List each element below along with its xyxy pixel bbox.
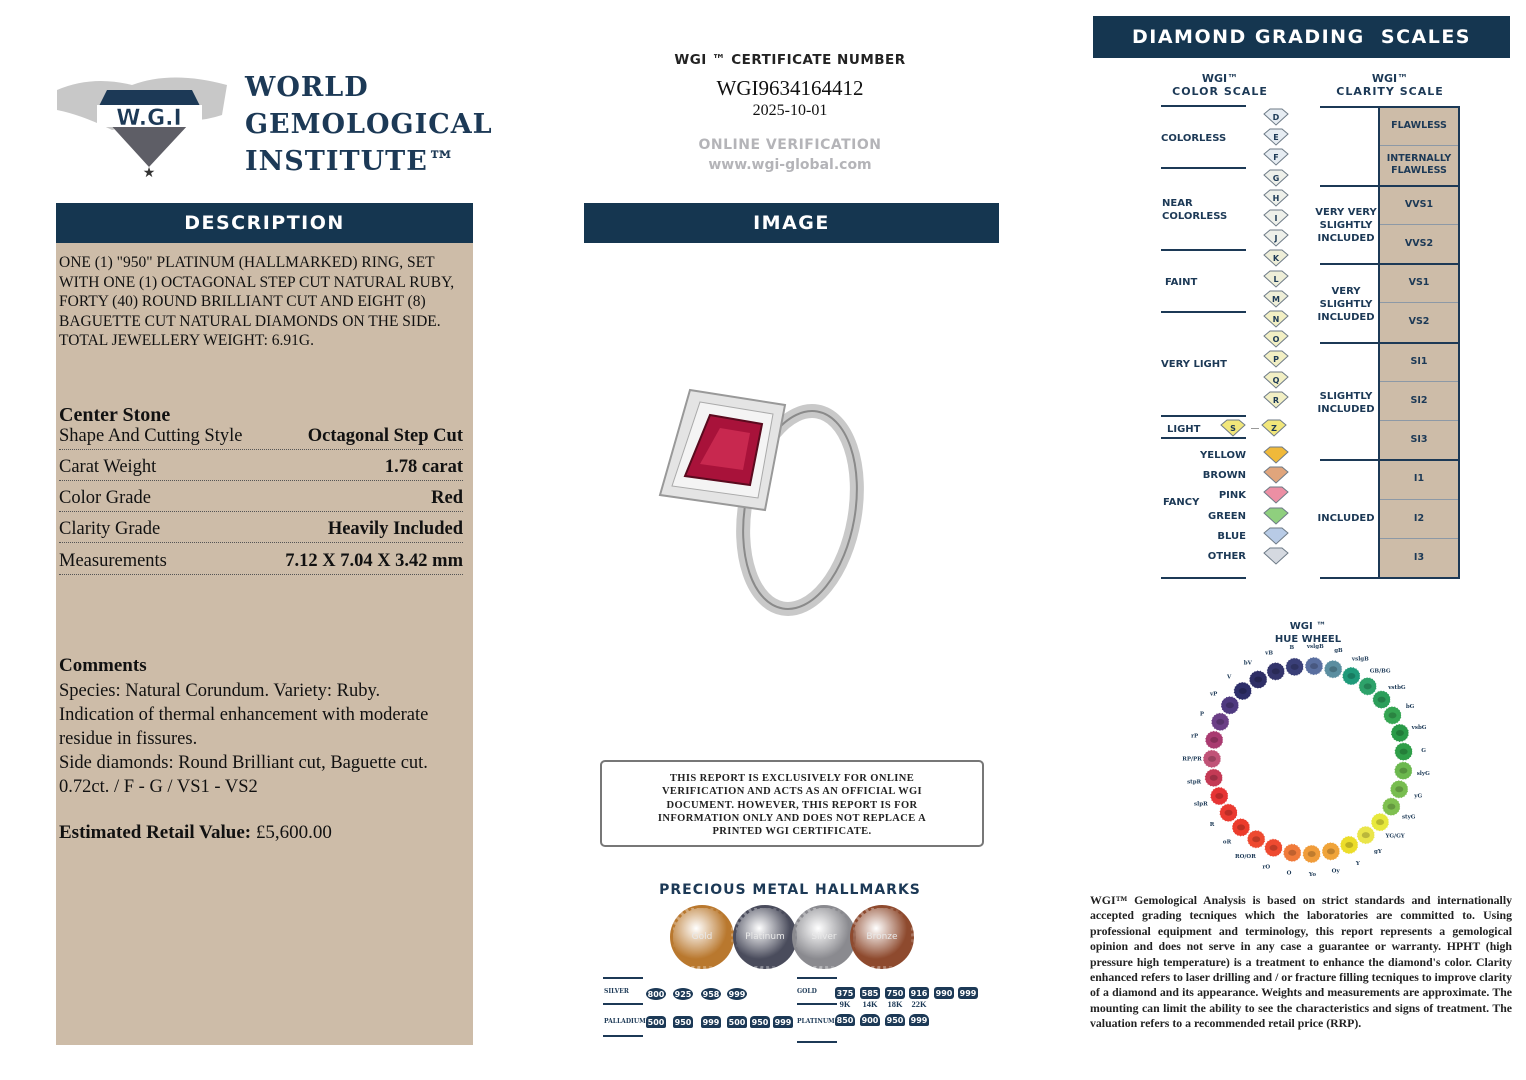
hue-swatch bbox=[1234, 682, 1252, 700]
hue-wheel bbox=[1150, 640, 1450, 880]
hallmark-divider bbox=[797, 1041, 837, 1043]
clarity-grade-cell bbox=[1379, 460, 1459, 499]
diamond-grade-icon bbox=[1262, 189, 1290, 207]
clarity-grade-label: FLAWLESS bbox=[1391, 120, 1447, 132]
clarity-grade-cell bbox=[1379, 107, 1459, 146]
fancy-color-label: OTHER bbox=[1207, 551, 1246, 562]
hue-label: gY bbox=[1373, 849, 1382, 856]
clarity-scale-title bbox=[1320, 72, 1460, 98]
comments-title: Comments bbox=[59, 655, 147, 676]
clarity-group-divider bbox=[1320, 185, 1460, 187]
property-label: Shape And Cutting Style bbox=[59, 426, 243, 446]
hue-swatch bbox=[1384, 706, 1402, 724]
hue-swatch bbox=[1359, 677, 1377, 695]
diamond-grade-icon bbox=[1262, 507, 1290, 525]
silver-hallmark: 800 bbox=[647, 989, 665, 999]
clarity-group-label: VERY VERY SLIGHTLY INCLUDED bbox=[1315, 207, 1377, 244]
platinum-hallmark: 900 bbox=[861, 1015, 879, 1025]
property-value: 1.78 carat bbox=[384, 457, 463, 477]
property-label: Color Grade bbox=[59, 488, 151, 508]
fancy-color-label: BROWN bbox=[1202, 470, 1246, 481]
color-group-label: FANCY bbox=[1163, 497, 1200, 508]
diamond-grade-icon bbox=[1262, 270, 1290, 288]
comment-line: Indication of thermal enhancement with moderate residue in fissures. bbox=[59, 705, 429, 749]
fancy-color-label: BLUE bbox=[1217, 531, 1246, 542]
palladium-hallmark: 999 bbox=[774, 1017, 792, 1027]
hue-swatch bbox=[1394, 762, 1412, 780]
gold-karat-label: 14K bbox=[862, 999, 878, 1009]
grade-letter: F bbox=[1273, 153, 1279, 163]
grade-letter: N bbox=[1272, 315, 1280, 324]
property-label: Clarity Grade bbox=[59, 519, 161, 539]
hue-label: Yo bbox=[1308, 871, 1317, 878]
silver-hallmark: 925 bbox=[674, 989, 692, 999]
hue-label: G bbox=[1421, 747, 1426, 754]
grade-letter: Q bbox=[1272, 375, 1280, 385]
diamond-grade-icon bbox=[1262, 148, 1290, 166]
hue-swatch bbox=[1221, 696, 1239, 714]
grade-letter: P bbox=[1273, 355, 1279, 365]
hue-wheel-title-line1: WGI ™ bbox=[1289, 621, 1327, 632]
center-stone-title: Center Stone bbox=[59, 404, 171, 426]
property-label: Carat Weight bbox=[59, 457, 157, 477]
gold-hallmark: 916 bbox=[910, 988, 928, 998]
gold-label: GOLD bbox=[797, 988, 817, 995]
clarity-group-label: SLIGHTLY INCLUDED bbox=[1317, 391, 1375, 415]
color-group-divider bbox=[1161, 415, 1246, 417]
diamond-grade-icon bbox=[1262, 310, 1290, 328]
hue-label: B bbox=[1289, 645, 1295, 652]
hue-swatch bbox=[1357, 826, 1375, 844]
clarity-grade-cell bbox=[1379, 186, 1459, 225]
hue-label: vsbG bbox=[1411, 725, 1427, 732]
seal-label: Gold bbox=[691, 932, 713, 942]
palladium-hallmark: 950 bbox=[674, 1017, 692, 1027]
hue-swatch bbox=[1342, 667, 1360, 685]
hue-swatch bbox=[1324, 660, 1342, 678]
palladium-hallmark: 950 bbox=[751, 1017, 769, 1027]
hallmark-divider bbox=[603, 1035, 643, 1037]
color-group-divider bbox=[1161, 577, 1246, 579]
clarity-grade-label: SI3 bbox=[1410, 434, 1428, 446]
clarity-grade-label: INTERNALLY FLAWLESS bbox=[1386, 153, 1452, 177]
diamond-grade-icon bbox=[1262, 547, 1290, 565]
diamond-grade-icon bbox=[1262, 446, 1290, 464]
hue-swatch bbox=[1232, 818, 1250, 836]
hallmark-divider bbox=[603, 977, 643, 979]
clarity-grade-label: I3 bbox=[1413, 551, 1425, 563]
description-panel bbox=[56, 243, 473, 1045]
gold-karat-label: 18K bbox=[887, 999, 903, 1009]
metal-seal-gold bbox=[670, 905, 734, 969]
hue-label: R bbox=[1209, 821, 1215, 828]
clarity-grade-label: VS1 bbox=[1408, 277, 1430, 289]
hue-label: YG/GY bbox=[1385, 833, 1405, 840]
grade-letter: Z bbox=[1271, 424, 1277, 433]
clarity-scale-title-line2: CLARITY SCALE bbox=[1336, 85, 1444, 98]
comment-line: Species: Natural Corundum. Variety: Ruby. bbox=[59, 681, 381, 701]
color-group-divider bbox=[1161, 167, 1246, 169]
description-header: DESCRIPTION bbox=[56, 203, 473, 243]
color-group-divider bbox=[1161, 249, 1246, 251]
palladium-hallmark: 999 bbox=[702, 1017, 720, 1027]
hue-swatch bbox=[1303, 845, 1321, 863]
wgi-logo bbox=[52, 55, 237, 183]
platinum-hallmark: 999 bbox=[910, 1015, 928, 1025]
retail-label: Estimated Retail Value: bbox=[59, 822, 252, 843]
color-scale-title bbox=[1160, 72, 1280, 98]
color-group-label: COLORLESS bbox=[1161, 133, 1227, 144]
clarity-grade-label: VVS2 bbox=[1404, 237, 1434, 249]
grading-scales-header: DIAMOND GRADING SCALES bbox=[1093, 16, 1510, 58]
hue-swatch bbox=[1305, 657, 1323, 675]
silver-label: SILVER bbox=[604, 988, 629, 995]
hue-label: P bbox=[1199, 711, 1205, 718]
hue-label: vP bbox=[1209, 691, 1218, 698]
clarity-group-divider bbox=[1320, 106, 1460, 108]
fancy-color-label: YELLOW bbox=[1200, 450, 1246, 461]
grade-letter: M bbox=[1272, 294, 1280, 304]
color-group-label: VERY LIGHT bbox=[1161, 359, 1227, 370]
grade-letter: G bbox=[1272, 173, 1280, 183]
clarity-grade-cell bbox=[1379, 382, 1459, 421]
hue-label: O bbox=[1286, 870, 1292, 877]
hue-swatch bbox=[1205, 731, 1223, 749]
svg-text:★: ★ bbox=[142, 166, 156, 181]
palladium-label: PALLADIUM bbox=[604, 1018, 646, 1025]
clarity-grade-label: VS2 bbox=[1408, 316, 1430, 328]
diamond-grade-icon bbox=[1262, 371, 1290, 389]
hue-label: GB/BG bbox=[1369, 668, 1391, 675]
image-header: IMAGE bbox=[584, 203, 999, 243]
retail-value bbox=[59, 822, 332, 844]
hue-swatch bbox=[1395, 743, 1413, 761]
property-value: Red bbox=[431, 488, 463, 508]
seal-label: Platinum bbox=[745, 932, 785, 942]
clarity-scale-title-line1: WGI™ bbox=[1371, 72, 1409, 85]
clarity-grade-label: VVS1 bbox=[1404, 198, 1434, 210]
diamond-grade-icon bbox=[1262, 108, 1290, 126]
grade-letter: H bbox=[1272, 193, 1280, 203]
clarity-group-label: INCLUDED bbox=[1317, 513, 1375, 524]
stone-property-row bbox=[59, 551, 463, 575]
gold-hallmark: 585 bbox=[861, 988, 879, 998]
metal-seal-platinum bbox=[733, 905, 797, 969]
diamond-grade-icon bbox=[1262, 330, 1290, 348]
clarity-grade-cell bbox=[1379, 500, 1459, 539]
color-group-label: FAINT bbox=[1165, 277, 1198, 288]
retail-amount: £5,600.00 bbox=[255, 822, 332, 843]
diamond-grade-icon bbox=[1262, 486, 1290, 504]
color-group-label: LIGHT bbox=[1167, 424, 1201, 435]
hue-label: stpR bbox=[1187, 779, 1202, 786]
footer-disclaimer: WGI™ Gemological Analysis is based on strict standards and internationally accepted grading tecniques which the laboratories are committed to. Using professional equipment and terminology, this report represents a gemological opinion and does not serve in any case a guarantee or warranty. HPHT (high pressure high temperature) is a treatment to enhance the diamond's color. Clarity enhanced refers to laser drilling and / or fracture filling tecniques to improve clarity of a diamond and its appearance. Weights and measurements are approximate. The mounting can limit the ability to see the characteristics and signs of treatment. The valuation refers to a recommended retail price (RRP). bbox=[1090, 893, 1512, 1031]
logo-line-3: INSTITUTE™ bbox=[245, 146, 456, 177]
stone-property-row bbox=[59, 519, 463, 543]
clarity-grade-cell bbox=[1379, 421, 1459, 460]
hue-wheel-title-line2: HUE WHEEL bbox=[1274, 634, 1342, 645]
silver-hallmark: 958 bbox=[702, 989, 720, 999]
hue-label: Oy bbox=[1331, 868, 1340, 875]
grade-letter: I bbox=[1274, 214, 1278, 223]
hue-label: oR bbox=[1222, 839, 1232, 846]
seal-label: Bronze bbox=[866, 932, 898, 942]
hue-swatch bbox=[1247, 830, 1265, 848]
property-value: Heavily Included bbox=[327, 519, 463, 539]
hue-label: slyG bbox=[1416, 770, 1430, 777]
grade-letter: L bbox=[1273, 274, 1279, 284]
fancy-color-label: PINK bbox=[1218, 490, 1246, 501]
hue-label: rP bbox=[1191, 733, 1199, 740]
hue-swatch bbox=[1220, 804, 1238, 822]
clarity-group-divider bbox=[1320, 263, 1460, 265]
gold-hallmark: 990 bbox=[935, 988, 953, 998]
hue-swatch bbox=[1265, 839, 1283, 857]
online-verification-label: ONLINE VERIFICATION bbox=[698, 137, 882, 153]
svg-text:W.G.I: W.G.I bbox=[116, 106, 182, 131]
hue-swatch bbox=[1391, 724, 1409, 742]
certificate-date: 2025-10-01 bbox=[752, 102, 828, 119]
stone-property-row bbox=[59, 488, 463, 512]
diamond-grade-icon bbox=[1219, 419, 1247, 437]
hue-swatch bbox=[1267, 662, 1285, 680]
hue-swatch bbox=[1390, 780, 1408, 798]
hue-swatch bbox=[1286, 658, 1304, 676]
ruby-ring-image bbox=[650, 380, 870, 620]
grade-letter: J bbox=[1274, 234, 1278, 244]
hue-swatch bbox=[1340, 836, 1358, 854]
hue-label: vB bbox=[1265, 650, 1273, 657]
grade-letter: S bbox=[1230, 424, 1236, 433]
gold-hallmark: 750 bbox=[886, 988, 904, 998]
hue-label: Y bbox=[1355, 860, 1360, 867]
platinum-hallmark: 850 bbox=[836, 1015, 854, 1025]
color-group-label: NEAR COLORLESS bbox=[1162, 198, 1228, 222]
hue-label: vstbG bbox=[1388, 684, 1406, 691]
clarity-grade-label: I2 bbox=[1413, 512, 1425, 524]
metal-seal-bronze bbox=[850, 905, 914, 969]
hue-label: vslgB bbox=[1306, 644, 1324, 651]
property-value: Octagonal Step Cut bbox=[307, 426, 463, 446]
diamond-grade-icon bbox=[1262, 466, 1290, 484]
silver-hallmark: 999 bbox=[728, 989, 746, 999]
hallmarks-title: PRECIOUS METAL HALLMARKS bbox=[659, 882, 921, 898]
hallmark-divider bbox=[603, 1003, 643, 1005]
diamond-grade-icon bbox=[1262, 527, 1290, 545]
clarity-grade-cell bbox=[1379, 343, 1459, 382]
clarity-group-divider bbox=[1320, 342, 1460, 344]
logo-line-1: WORLD bbox=[245, 72, 369, 103]
palladium-hallmark: 500 bbox=[728, 1017, 746, 1027]
gold-hallmark: 999 bbox=[959, 988, 977, 998]
gold-hallmark: 375 bbox=[836, 988, 854, 998]
grade-letter: D bbox=[1272, 113, 1280, 122]
grade-letter: O bbox=[1272, 335, 1280, 345]
hue-label: bG bbox=[1405, 703, 1415, 710]
clarity-grade-cell bbox=[1379, 225, 1459, 264]
hue-swatch bbox=[1203, 750, 1221, 768]
hue-swatch bbox=[1322, 842, 1340, 860]
grade-letter: K bbox=[1272, 254, 1280, 264]
hue-swatch bbox=[1382, 798, 1400, 816]
gold-karat-label: 9K bbox=[839, 999, 851, 1009]
clarity-grade-label: I1 bbox=[1413, 473, 1425, 485]
color-group-divider bbox=[1161, 105, 1246, 107]
hue-swatch bbox=[1210, 787, 1228, 805]
diamond-grade-icon bbox=[1262, 229, 1290, 247]
clarity-grade-label: SI2 bbox=[1410, 394, 1428, 406]
color-scale-title-line1: WGI™ bbox=[1201, 72, 1239, 85]
hue-label: styG bbox=[1401, 814, 1416, 821]
verification-url[interactable]: www.wgi-global.com bbox=[708, 157, 872, 173]
diamond-grade-icon bbox=[1262, 391, 1290, 409]
diamond-grade-icon bbox=[1262, 249, 1290, 267]
wgi-emblem-icon bbox=[52, 55, 237, 183]
hue-label: RO/OR bbox=[1235, 853, 1256, 860]
clarity-group-divider bbox=[1320, 577, 1460, 579]
hue-swatch bbox=[1373, 691, 1391, 709]
gold-karat-label: 22K bbox=[911, 999, 927, 1009]
grade-letter: E bbox=[1273, 133, 1279, 143]
clarity-grade-cell bbox=[1379, 264, 1459, 303]
diamond-grade-icon bbox=[1262, 290, 1290, 308]
diamond-grade-icon bbox=[1262, 128, 1290, 146]
hue-label: yG bbox=[1414, 793, 1423, 800]
fancy-color-label: GREEN bbox=[1208, 511, 1246, 522]
clarity-grade-label: SI1 bbox=[1410, 355, 1428, 367]
hue-swatch bbox=[1211, 713, 1229, 731]
hue-label: gB bbox=[1334, 648, 1343, 655]
clarity-group-label: VERY SLIGHTLY INCLUDED bbox=[1317, 286, 1375, 323]
clarity-grade-cell bbox=[1379, 146, 1459, 185]
clarity-grade-cell bbox=[1379, 303, 1459, 342]
hue-swatch bbox=[1249, 671, 1267, 689]
hallmark-divider bbox=[797, 1003, 837, 1005]
comment-line: Side diamonds: Round Brilliant cut, Baguette cut. 0.72ct. / F - G / VS1 - VS2 bbox=[59, 753, 428, 797]
hue-label: RP/PR bbox=[1182, 756, 1202, 763]
hue-label: rO bbox=[1262, 864, 1271, 871]
diamond-grade-icon bbox=[1262, 169, 1290, 187]
diamond-grade-icon bbox=[1262, 209, 1290, 227]
stone-property-row bbox=[59, 457, 463, 481]
hue-label: vslgB bbox=[1351, 656, 1369, 663]
hue-label: V bbox=[1226, 674, 1232, 681]
platinum-hallmark: 950 bbox=[886, 1015, 904, 1025]
range-dash bbox=[1251, 428, 1259, 429]
certificate-number: WGI9634164412 bbox=[716, 76, 864, 100]
palladium-hallmark: 500 bbox=[647, 1017, 665, 1027]
logo-line-2: GEMOLOGICAL bbox=[245, 109, 493, 140]
platinum-label: PLATINUM bbox=[797, 1018, 835, 1025]
color-group-divider bbox=[1161, 311, 1246, 313]
grade-letter: R bbox=[1272, 395, 1280, 405]
hallmark-divider bbox=[797, 977, 837, 979]
disclaimer-box: THIS REPORT IS EXCLUSIVELY FOR ONLINE VERIFICATION AND ACTS AS AN OFFICIAL WGI DOCUMENT. HOWEVER, THIS REPORT IS FOR INFORMATION ONLY AND DOES NOT REPLACE A PRINTED WGI CERTIFICATE. bbox=[600, 760, 984, 847]
clarity-group-divider bbox=[1320, 459, 1460, 461]
hue-swatch bbox=[1283, 844, 1301, 862]
seal-label: Silver bbox=[811, 932, 837, 942]
certificate-label: WGI ™ CERTIFICATE NUMBER bbox=[674, 52, 906, 68]
metal-seal-silver bbox=[792, 905, 856, 969]
property-label: Measurements bbox=[59, 551, 167, 571]
color-scale-title-line2: COLOR SCALE bbox=[1172, 85, 1268, 98]
hue-swatch bbox=[1205, 769, 1223, 787]
hue-label: slpR bbox=[1194, 801, 1208, 808]
hue-label: bV bbox=[1243, 660, 1252, 667]
diamond-grade-icon bbox=[1260, 419, 1288, 437]
diamond-grade-icon bbox=[1262, 350, 1290, 368]
stone-property-row bbox=[59, 426, 463, 450]
color-group-divider bbox=[1161, 437, 1246, 439]
hue-swatch bbox=[1371, 813, 1389, 831]
description-text: ONE (1) "950" PLATINUM (HALLMARKED) RING, SET WITH ONE (1) OCTAGONAL STEP CUT NATURAL RUBY, FORTY (40) ROUND BRILLIANT CUT AND EIGHT (8) BAGUETTE CUT NATURAL DIAMONDS ON THE SIDE. TOTAL JEWELLERY WEIGHT: 6.91G. bbox=[59, 254, 455, 349]
clarity-grade-cell bbox=[1379, 539, 1459, 578]
property-value: 7.12 X 7.04 X 3.42 mm bbox=[285, 551, 463, 571]
